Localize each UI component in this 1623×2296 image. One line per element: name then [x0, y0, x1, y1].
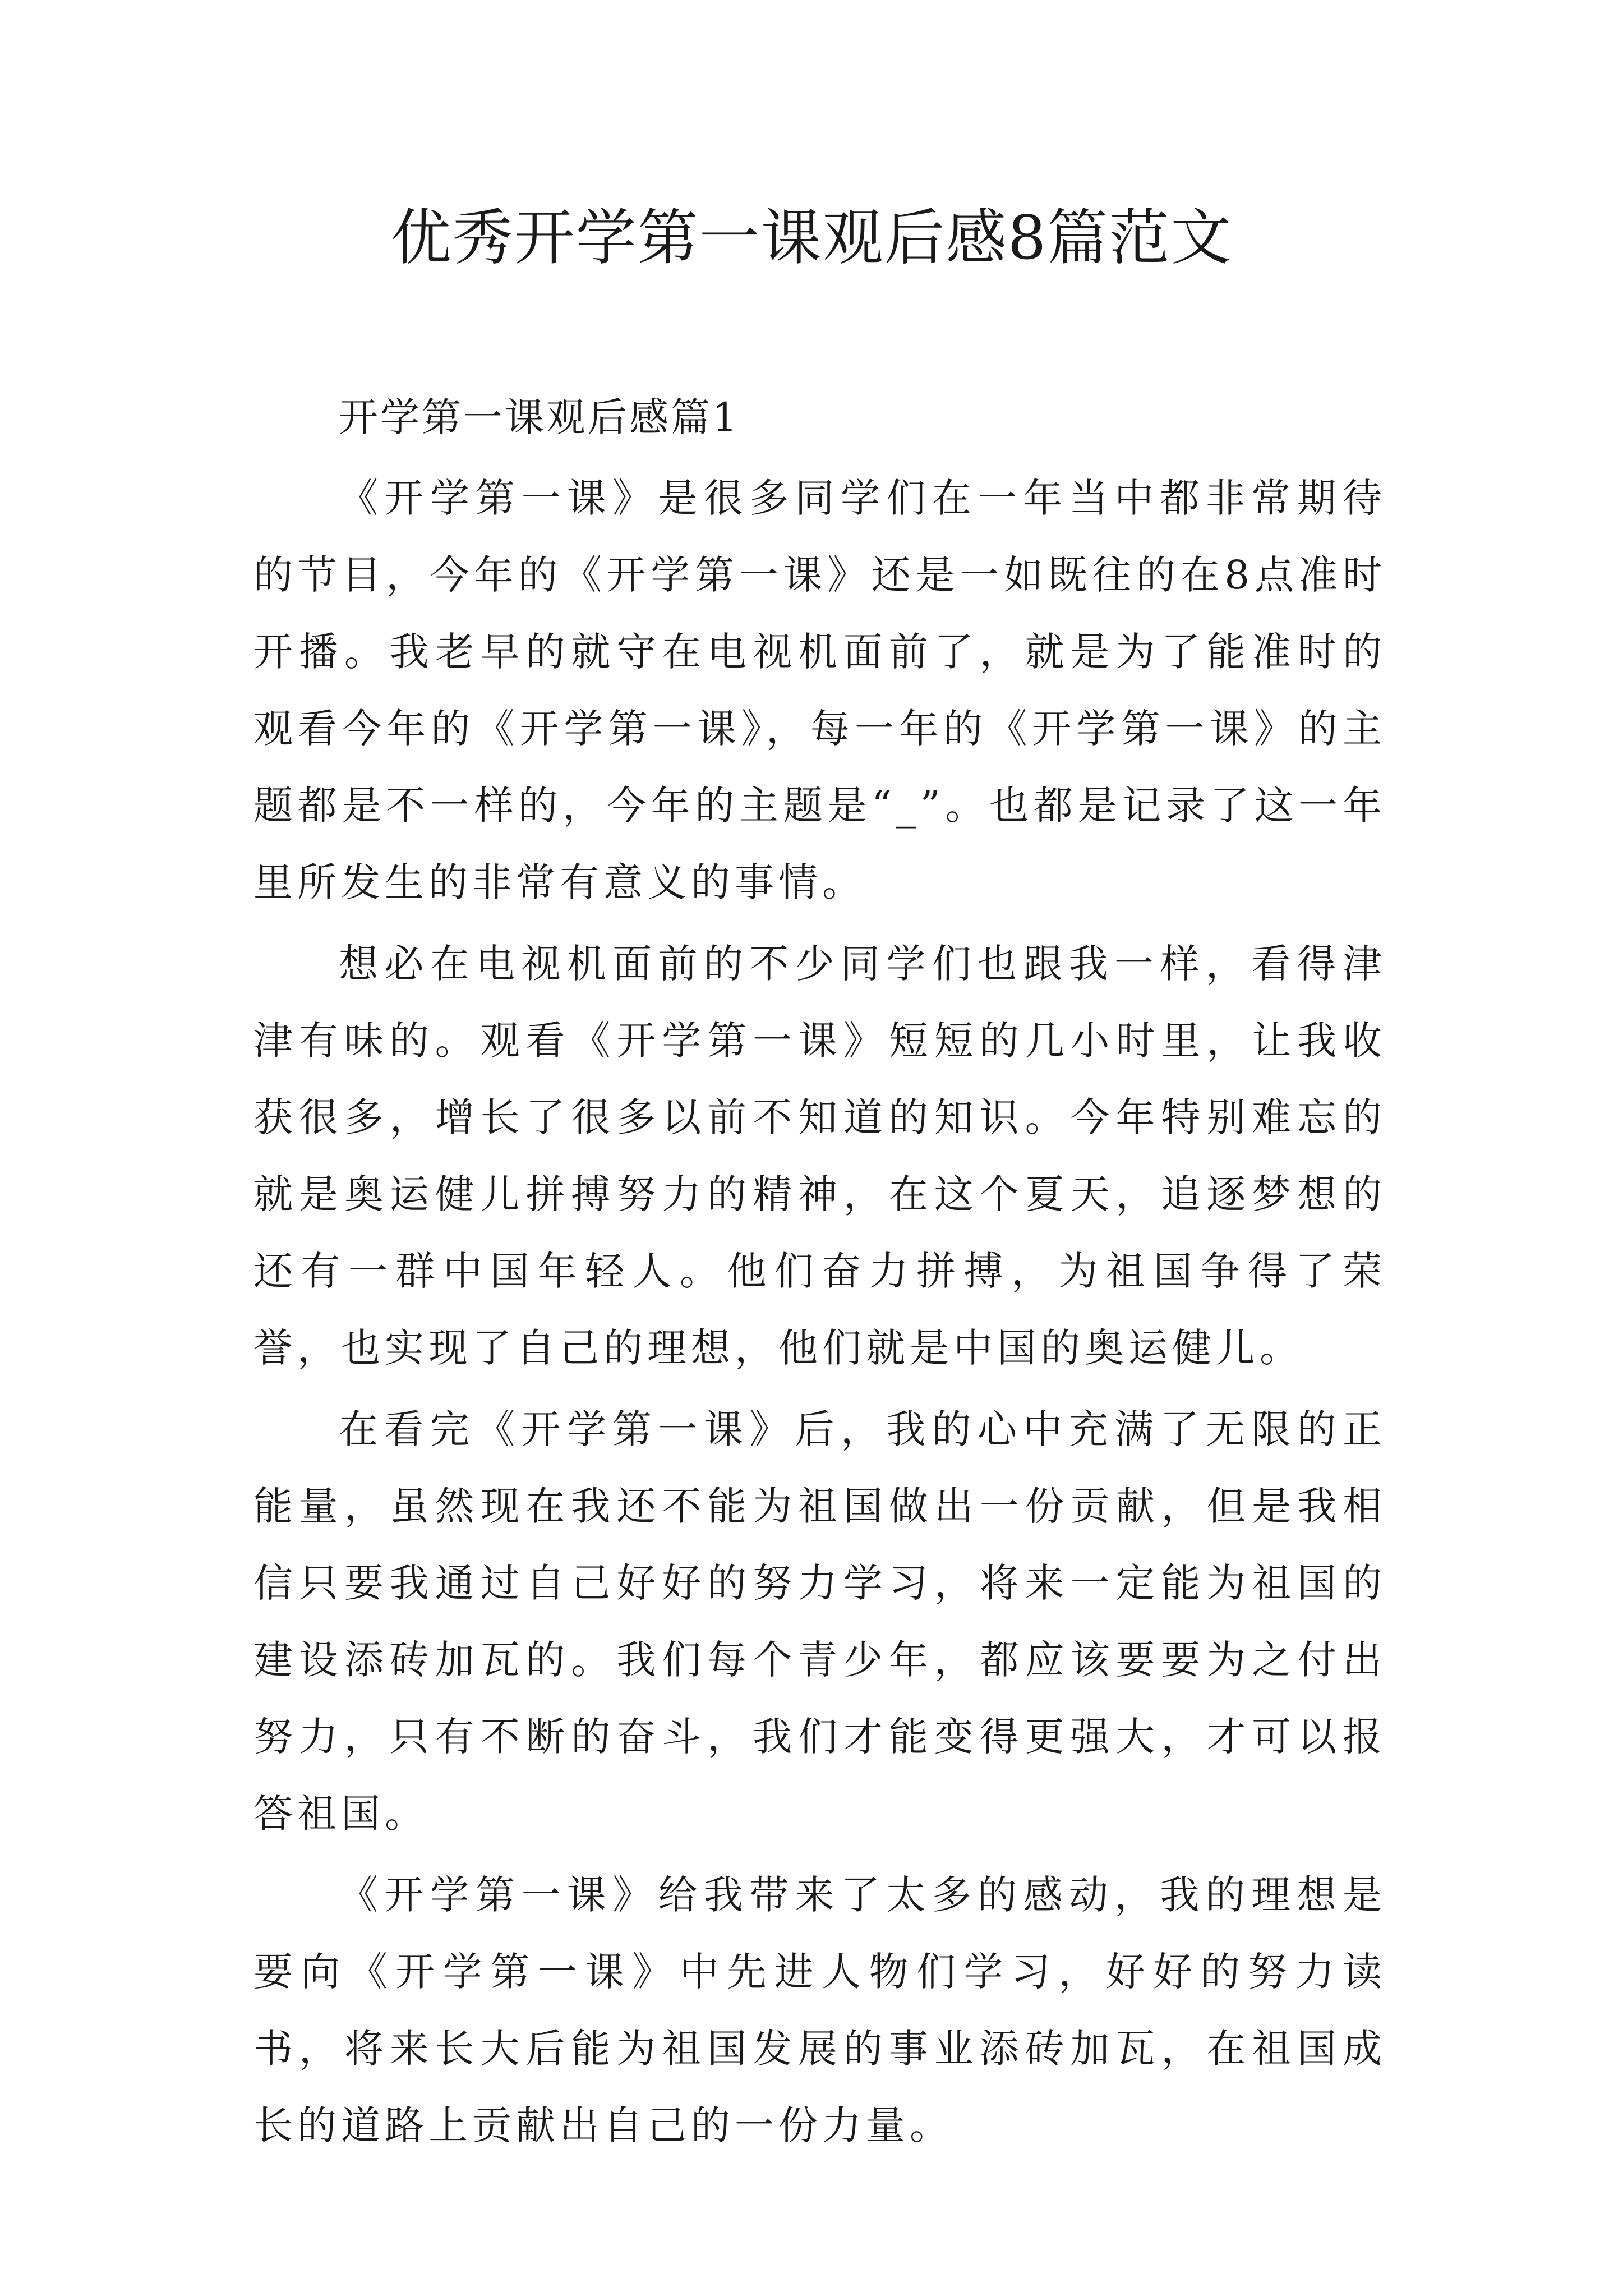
- document-body: [253, 375, 1386, 2164]
- section-heading: 开学第一课观后感篇1: [339, 394, 740, 440]
- paragraph-3: 在看完《开学第一课》后，我的心中充满了无限的正能量，虽然现在我还不能为祖国做出一份贡献，但是我相信只要我通过自己好好的努力学习，将来一定能为祖国的建设添砖加瓦的。我们每个青少年，都应该要要为之付出努力，只有不断的奋斗，我们才能变得更强大，才可以报答祖国。: [253, 1406, 1386, 1837]
- paragraph-4: 《开学第一课》给我带来了太多的感动，我的理想是要向《开学第一课》中先进人物们学习，好好的努力读书，将来长大后能为祖国发展的事业添砖加瓦，在祖国成长的道路上贡献出自己的一份力量。: [253, 1872, 1386, 2148]
- document-title: 优秀开学第一课观后感8篇范文: [390, 203, 1233, 273]
- paragraph-2: 想必在电视机面前的不少同学们也跟我一样，看得津津有味的。观看《开学第一课》短短的几小时里，让我收获很多，增长了很多以前不知道的知识。今年特别难忘的就是奥运健儿拼搏努力的精神，在这个夏天，追逐梦想的还有一群中国年轻人。他们奋力拼搏，为祖国争得了荣誉，也实现了自己的理想，他们就是中国的奥运健儿。: [253, 941, 1386, 1371]
- paragraph-1: 《开学第一课》是很多同学们在一年当中都非常期待的节目，今年的《开学第一课》还是一如既往的在8点准时开播。我老早的就守在电视机面前了，就是为了能准时的观看今年的《开学第一课》，每一年的《开学第一课》的主题都是不一样的，今年的主题是“_”。也都是记录了这一年里所发生的非常有意义的事情。: [253, 475, 1386, 905]
